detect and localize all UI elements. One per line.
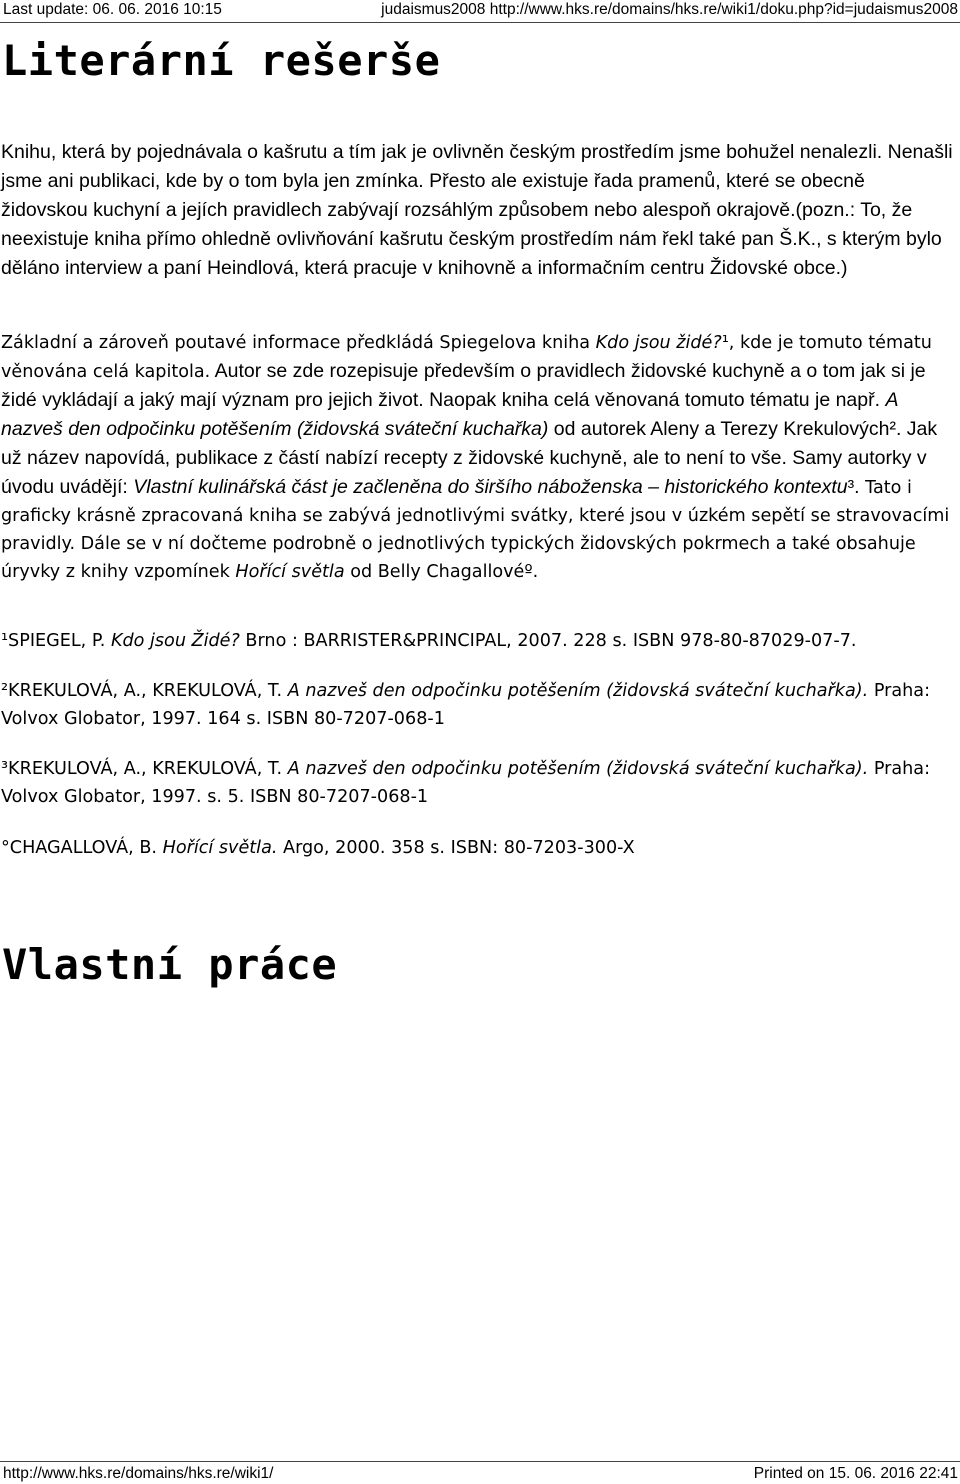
sources-text-4: od autorek Aleny a Terezy Krekulových². — [548, 418, 902, 440]
sources-text-2: ¹, kde je tomuto tématu věnována celá kapitola. — [1, 333, 932, 382]
reference-1-pre: ¹SPIEGEL, P. — [1, 631, 111, 651]
reference-3-post: Praha: Volvox Globator, 1997. s. 5. ISBN 80-7207-068-1 — [1, 759, 931, 807]
page-id-link[interactable]: judaismus2008 http://www.hks.re/domains/hks.re/wiki1/doku.php?id=judaismus2008 — [381, 1, 958, 18]
reference-3-pre: ³KREKULOVÁ, A., KREKULOVÁ, T. — [1, 759, 288, 779]
sources-text-6: ³. — [847, 476, 860, 498]
reference-3-title: A nazveš den odpočinku potěšením (židovská sváteční kuchařka). — [287, 759, 869, 779]
sources-text-3: Autor se zde rozepisuje především o pravidlech židovské kuchyně a o tom jak si je židé vykládají a jaký mají význam pro jejich život. Naopak kniha celá věnovaná tomuto tématu je např. — [1, 360, 926, 411]
sources-title-4: Hořící světla — [235, 562, 345, 582]
reference-2-post: Praha: Volvox Globator, 1997. 164 s. ISBN 80-7207-068-1 — [1, 681, 931, 729]
reference-3 — [1, 755, 956, 811]
page-footer — [0, 1461, 960, 1484]
sources-text-5: Jak už název napovídá, publikace z částí nabízí recepty z židovské kuchyně, ale to není to vše. Samy autorky v úvodu uvádějí: — [1, 418, 938, 498]
sources-title-1: Kdo jsou židé? — [595, 333, 722, 353]
reference-1 — [1, 627, 956, 655]
sources-text-8: od Belly Chagallovéº. — [344, 562, 539, 582]
paragraph-intro — [1, 138, 953, 283]
sources-text-7: Tato i graficky krásně zpracovaná kniha se zabývá jednotlivými svátky, které jsou v úzkém sepětí se stravovacími pravidly. Dále se v ní dočteme podrobně o jednotlivých typických židovských pokrmech a také obsahuje úryvky z knihy vzpomínek — [1, 478, 950, 582]
footer-url-link[interactable]: http://www.hks.re/domains/hks.re/wiki1/ — [3, 1465, 274, 1482]
sources-title-2: A nazveš den odpočinku potěšením (židovská sváteční kuchařka) — [1, 389, 898, 440]
intro-text-c: , s kterým bylo děláno interview a paní Heindlová, která pracuje v knihovně a informačním centru Židovské obce.) — [1, 228, 942, 279]
reference-1-post: Brno : BARRISTER&PRINCIPAL, 2007. 228 s. ISBN 978-80-87029-07-7. — [239, 631, 857, 651]
paragraph-sources — [1, 329, 953, 586]
reference-4 — [1, 834, 956, 862]
section-title-literarni-reserse: Literární rešerše — [2, 36, 441, 85]
last-update: Last update: 06. 06. 2016 10:15 — [3, 1, 222, 18]
sources-title-3: Vlastní kulinářská část je začleněna do širšího náboženska – historického kontextu — [133, 476, 848, 498]
reference-2-pre: ²KREKULOVÁ, A., KREKULOVÁ, T. — [1, 681, 288, 701]
reference-4-pre: °CHAGALLOVÁ, B. — [1, 838, 163, 858]
reference-4-title: Hořící světla. — [162, 838, 278, 858]
printed-date: Printed on 15. 06. 2016 22:41 — [753, 1465, 958, 1482]
page-header — [0, 0, 960, 23]
reference-4-post: Argo, 2000. 358 s. ISBN: 80-7203-300-X — [277, 838, 635, 858]
intro-text-a: Knihu, která by pojednávala o kašrutu a tím jak je ovlivněn českým prostředím jsme bohužel nenalezli. Nenašli jsme ani publikaci, kde by o tom byla jen zmínka. Přesto ale existuje řada pramenů, které se obecně židovskou kuchyní a jejích pravidlech zabývají rozsáhlým způsobem nebo alespoň okrajově.(pozn. — [1, 141, 953, 221]
reference-1-title: Kdo jsou Židé? — [110, 631, 240, 651]
intro-text-b: : To, že neexistuje kniha přímo ohledně ovlivňování kašrutu českým prostředím nám řekl také pan Š.K. — [1, 199, 913, 250]
reference-2-title: A nazveš den odpočinku potěšením (židovská sváteční kuchařka). — [287, 681, 869, 701]
section-title-vlastni-prace: Vlastní práce — [2, 940, 338, 989]
reference-2 — [1, 677, 956, 733]
sources-text-1: Základní a zároveň poutavé informace předkládá Spiegelova kniha — [1, 333, 596, 353]
